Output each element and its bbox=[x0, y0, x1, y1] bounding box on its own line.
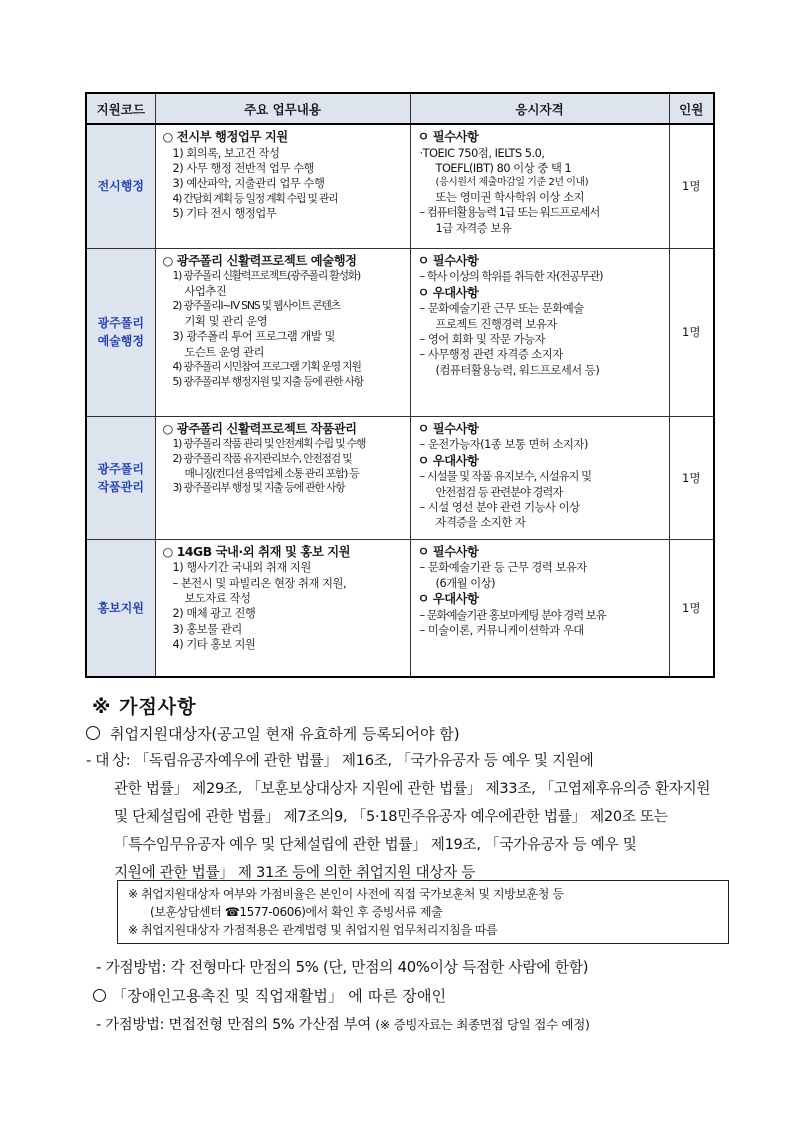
duty-item: 보도자료 작성 bbox=[184, 591, 251, 605]
duty-title: ○ 광주폴리 신활력프로젝트 작품관리 bbox=[162, 421, 357, 436]
duty-item: 3) 예산파악, 지출관리 업무 수행 bbox=[172, 177, 325, 191]
qualification-line: – 문화예술기관 홍보마케팅 분야 경력 보유 bbox=[419, 608, 606, 622]
qualification-line: – 운전가능자(1종 보통 면허 소지자) bbox=[419, 438, 588, 452]
bonus-target-line: 「특수임무유공자 예우 및 단체설립에 관한 법률」 제19조, 「국가유공자 등 예우 및 bbox=[114, 836, 637, 853]
duty-item: 2) 광주폴리 작품 유지관리보수, 안전점검 및 bbox=[172, 451, 352, 465]
qualification-line: – 시설물 및 작품 유지보수, 시설유지 및 bbox=[419, 470, 591, 484]
duty-item: 1) 광주폴리 작품 관리 및 안전계획 수립 및 수행 bbox=[172, 437, 366, 451]
qualification-line: (응시원서 제출마감일 기준 2년 이내) bbox=[435, 177, 589, 189]
headcount-cell: 1명 bbox=[669, 539, 714, 677]
note-line: ※ 취업지원대상자 여부와 가점비율은 본인이 사전에 직접 국가보훈처 및 지방보훈청 등 bbox=[128, 887, 564, 901]
qualification-line: – 문화예술기관 등 근무 경력 보유자 bbox=[419, 561, 587, 575]
duty-item: 4) 간담회 계획 등 일정 계획 수립 및 관리 bbox=[172, 191, 338, 205]
qualification-line: – 시설 영선 분야 관련 기능사 이상 bbox=[419, 501, 580, 515]
duty-title: ○ 14GB 국내·외 취재 및 홍보 지원 bbox=[162, 544, 351, 559]
duty-item: 5) 광주폴리부 행정지원 및 지출 등에 관한 사항 bbox=[172, 374, 363, 388]
duty-item: 1) 행사기간 국내외 취재 지원 bbox=[172, 561, 311, 575]
support-code-cell bbox=[86, 416, 155, 539]
support-code-line: 전시행정 bbox=[97, 179, 144, 194]
qualification-line: 자격증을 소지한 자 bbox=[435, 516, 526, 530]
support-code-line: 작품관리 bbox=[97, 479, 144, 494]
circle-bullet-icon bbox=[93, 989, 106, 1002]
duty-item: 매니징(컨디션 용역업체 소통 관리 포함) 등 bbox=[184, 466, 359, 480]
bonus-subtitle-text: 취업지원대상자(공고일 현재 유효하게 등록되어야 함) bbox=[110, 725, 460, 743]
qualification-heading: ㅇ 필수사항 bbox=[417, 544, 479, 559]
duty-item: 2) 사무 행정 전반적 업무 수행 bbox=[172, 162, 314, 176]
duty-item: 5) 기타 전시 행정업무 bbox=[172, 207, 277, 221]
duty-item: 도슨트 운영 관리 bbox=[184, 345, 265, 359]
qualification-cell bbox=[410, 248, 669, 416]
duty-item: 3) 홍보물 관리 bbox=[172, 622, 242, 636]
qualification-heading: ㅇ 우대사항 bbox=[417, 591, 479, 606]
qualification-line: – 영어 회화 및 작문 가능자 bbox=[419, 333, 546, 347]
header-duty: 주요 업무내용 bbox=[155, 93, 410, 124]
disability-section-text: 「장애인고용촉진 및 직업재활법」 에 따른 장애인 bbox=[112, 987, 447, 1005]
duty-cell bbox=[155, 416, 410, 539]
bonus-section bbox=[86, 692, 726, 887]
duty-title: ○ 광주폴리 신활력프로젝트 예술행정 bbox=[162, 253, 357, 268]
table-row bbox=[86, 124, 714, 248]
support-code-line: 홍보지원 bbox=[97, 600, 144, 615]
duty-item: 기획 및 관리 운영 bbox=[184, 314, 268, 328]
support-code-cell bbox=[86, 124, 155, 248]
duty-item: 1) 회의록, 보고건 작성 bbox=[172, 146, 280, 160]
qualification-line: 안전점검 등 관련분야 경력자 bbox=[435, 485, 563, 499]
header-code: 지원코드 bbox=[86, 93, 155, 124]
headcount-cell: 1명 bbox=[669, 124, 714, 248]
support-code-cell bbox=[86, 248, 155, 416]
qualification-cell bbox=[410, 416, 669, 539]
bonus-target-line bbox=[86, 747, 726, 775]
bonus-subtitle bbox=[86, 723, 726, 744]
qualification-line: (6개월 이상) bbox=[435, 576, 496, 590]
duty-cell bbox=[155, 248, 410, 416]
duty-item: 4) 기타 홍보 지원 bbox=[172, 638, 256, 652]
bonus-target-line: 관한 법률」 제29조, 「보훈보상대상자 지원에 관한 법률」 제33조, 「고엽제후유의증 환자지원 bbox=[114, 780, 711, 797]
table-body bbox=[86, 124, 714, 677]
table-header-row bbox=[86, 93, 714, 124]
bonus-method-1: - 가점방법: 각 전형마다 만점의 5% (단, 만점의 40%이상 득점한 사람에 한함) bbox=[96, 959, 589, 976]
circle-bullet-icon bbox=[86, 726, 100, 740]
qualification-line: ·TOEIC 750점, IELTS 5.0, bbox=[419, 146, 545, 160]
note-line: ※ 취업지원대상자 가점적용은 관계법령 및 취업지원 업무처리지침을 따름 bbox=[128, 923, 498, 937]
duty-item: 3) 광주폴리 투어 프로그램 개발 및 bbox=[172, 330, 335, 344]
recruitment-table bbox=[85, 92, 715, 678]
qualification-line: – 컴퓨터활용능력 1급 또는 워드프로세서 bbox=[419, 206, 600, 220]
qualification-heading: ㅇ 우대사항 bbox=[417, 285, 479, 300]
qualification-line: – 학사 이상의 학위를 취득한 자(전공무관) bbox=[419, 270, 603, 284]
bonus-target-line: 지원에 관한 법률」 제 31조 등에 의한 취업지원 대상자 등 bbox=[114, 864, 476, 881]
qualification-line: – 미술이론, 커뮤니케이션학과 우대 bbox=[419, 624, 584, 638]
duty-item: 1) 광주폴리 신활력프로젝트(광주폴리 활성화) bbox=[172, 269, 361, 283]
headcount-cell: 1명 bbox=[669, 248, 714, 416]
qualification-cell bbox=[410, 124, 669, 248]
qualification-heading: ㅇ 우대사항 bbox=[417, 453, 479, 468]
bonus-target-paragraph bbox=[86, 747, 726, 887]
duty-item: 3) 광주폴리부 행정 및 지출 등에 관한 사항 bbox=[172, 481, 345, 495]
bonus-target-line-text: 상: 「독립유공자예우에 관한 법률」 제16조, 「국가유공자 등 예우 및 지원에 bbox=[112, 752, 594, 769]
note-box bbox=[117, 880, 729, 944]
bonus-method-2-text: - 가점방법: 면접전형 만점의 5% 가산점 부여 bbox=[96, 1017, 371, 1033]
qualification-heading: ㅇ 필수사항 bbox=[417, 253, 479, 268]
duty-item: 4) 광주폴리 시민참여 프로그램 기획 운영 지원 bbox=[172, 360, 361, 373]
qualification-line: 또는 영미권 학사학위 이상 소지 bbox=[435, 191, 585, 205]
qualification-line: (컴퓨터활용능력, 워드프로세서 등) bbox=[435, 363, 600, 377]
qualification-line: 프로젝트 진행경력 보유자 bbox=[435, 317, 557, 331]
header-qual: 응시자격 bbox=[410, 93, 669, 124]
qualification-line: TOEFL(IBT) 80 이상 중 택 1 bbox=[435, 162, 572, 176]
duty-item: – 본전시 및 파빌리온 현장 취재 지원, bbox=[172, 576, 347, 590]
duty-cell bbox=[155, 124, 410, 248]
duty-title: ○ 전시부 행정업무 지원 bbox=[162, 130, 288, 144]
support-code-cell bbox=[86, 539, 155, 677]
qualification-heading: ㅇ 필수사항 bbox=[417, 421, 479, 436]
bonus-method-2 bbox=[96, 1013, 590, 1034]
duty-item: 사업추진 bbox=[184, 284, 227, 298]
header-count: 인원 bbox=[669, 93, 714, 124]
table-row bbox=[86, 248, 714, 416]
support-code-line: 예술행정 bbox=[97, 334, 144, 348]
headcount-cell: 1명 bbox=[669, 416, 714, 539]
support-code-line: 광주폴리 bbox=[97, 316, 144, 330]
qualification-line: – 사무행정 관련 자격증 소지자 bbox=[419, 348, 563, 362]
bonus-method-2-note: (※ 증빙자료는 최종면접 당일 접수 예정) bbox=[375, 1017, 590, 1032]
qualification-cell bbox=[410, 539, 669, 677]
bonus-target-line: 및 단체설립에 관한 법률」 제7조의9, 「5·18민주유공자 예우에관한 법률」 제20조 또는 bbox=[114, 808, 668, 825]
qualification-heading: ㅇ 필수사항 bbox=[417, 130, 479, 144]
qualification-line: – 문화예술기관 근무 또는 문화예술 bbox=[419, 302, 584, 316]
table-row bbox=[86, 416, 714, 539]
table-row bbox=[86, 539, 714, 677]
qualification-line: 1급 자격증 보유 bbox=[435, 221, 512, 235]
bonus-title: ※ 가점사항 bbox=[92, 696, 197, 718]
note-line: (보훈상담센터 ☎1577-0606)에서 확인 후 증빙서류 제출 bbox=[150, 905, 443, 919]
support-code-line: 광주폴리 bbox=[97, 461, 144, 476]
duty-item: 2) 광주폴리Ⅰ~Ⅳ SNS 및 웹사이트 콘텐츠 bbox=[172, 299, 340, 313]
duty-item: 2) 매체 광고 진행 bbox=[172, 607, 256, 621]
disability-section bbox=[93, 985, 446, 1006]
duty-cell bbox=[155, 539, 410, 677]
bonus-target-lead: - 대 bbox=[86, 752, 110, 769]
